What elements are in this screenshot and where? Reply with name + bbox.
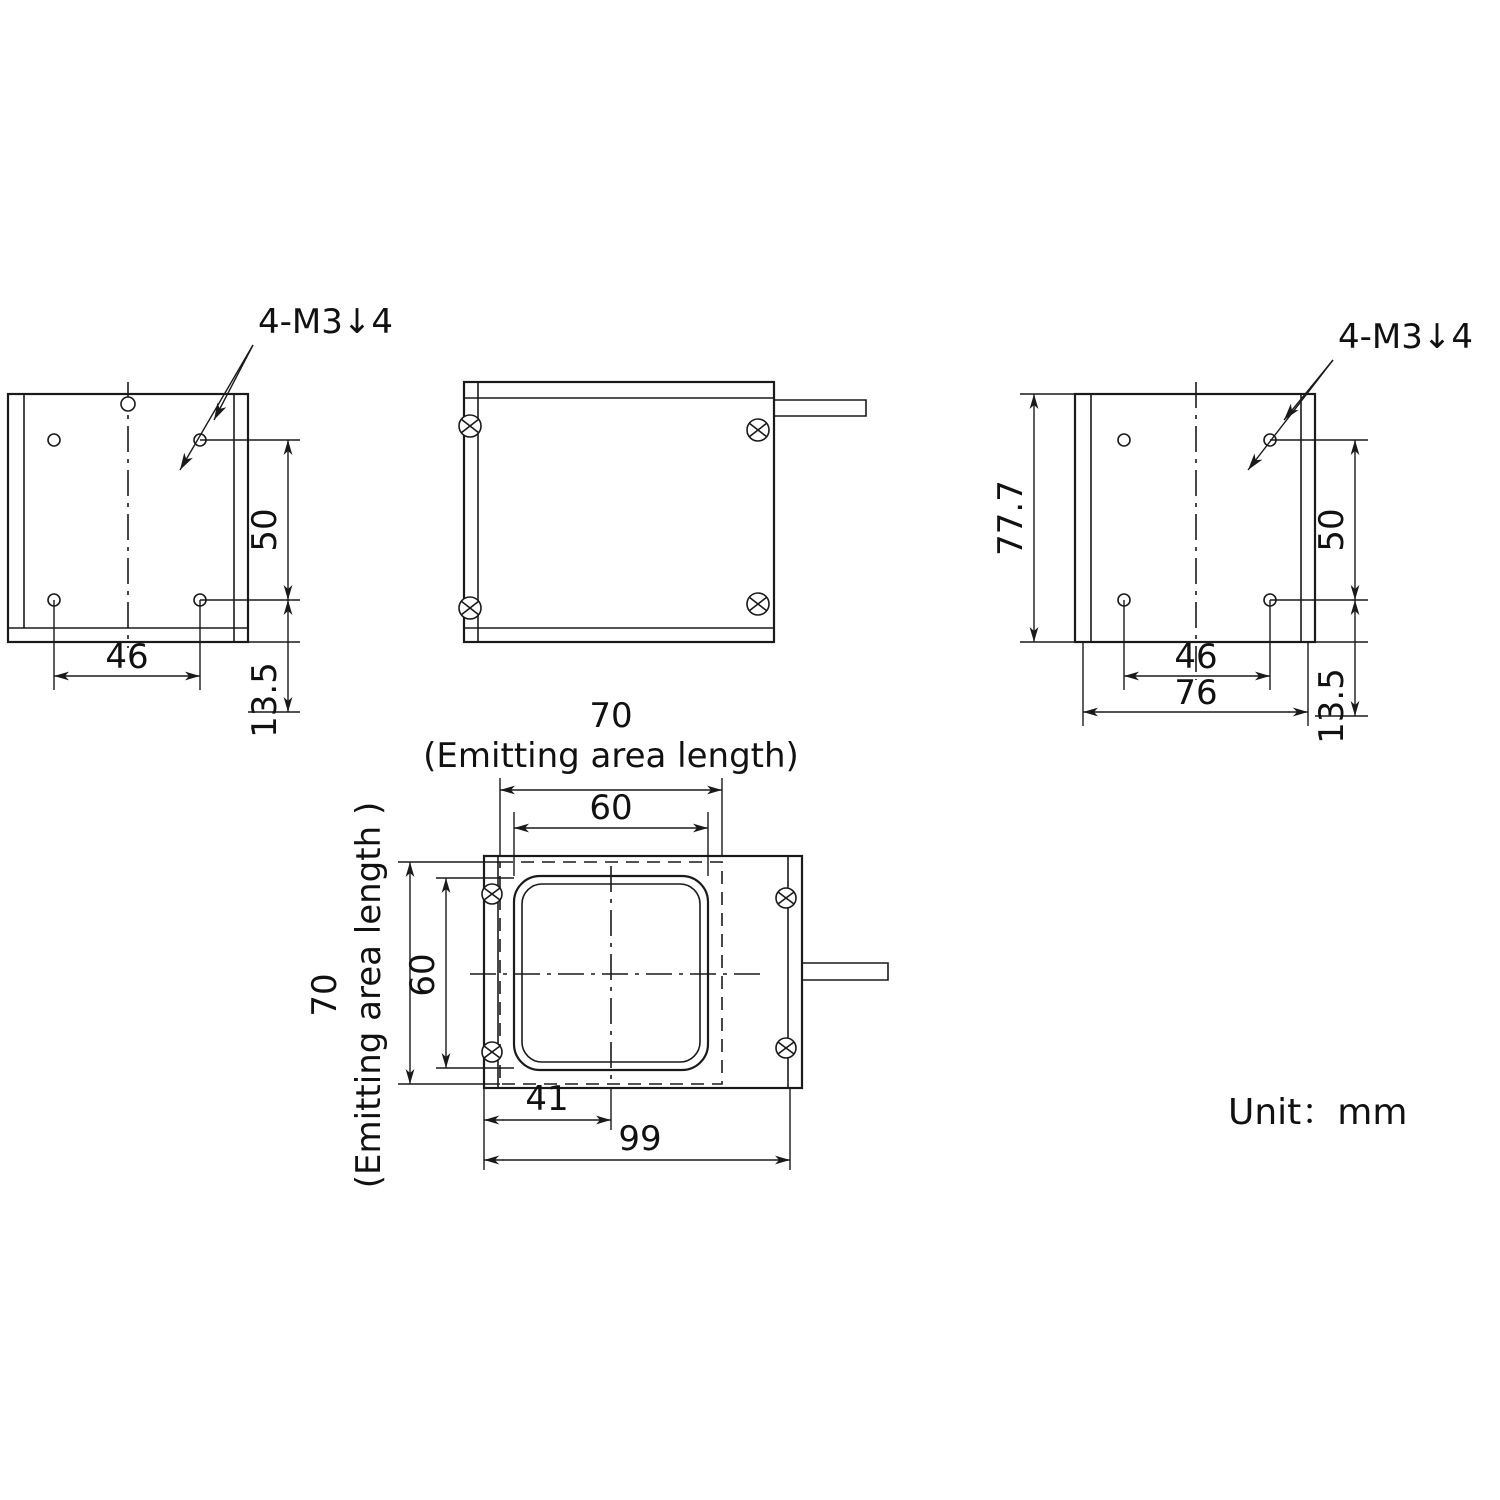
side-view-right	[991, 317, 1473, 744]
rear-view-body	[464, 382, 774, 642]
front-view-dim-60-h-label: 60	[589, 788, 633, 828]
right-view-dim-77-7-label: 77.7	[991, 480, 1031, 556]
left-view-top-hole	[121, 397, 135, 411]
rear-view-screw-br	[747, 593, 769, 615]
front-view-top-note: (Emitting area length)	[423, 736, 799, 776]
unit-note: Unit：mm	[1228, 1092, 1408, 1133]
left-view-dim-50-label: 50	[245, 508, 285, 552]
front-view-dim-70-v-label: 70	[305, 973, 345, 1017]
right-view-callout-label: 4-M3↓4	[1338, 317, 1473, 357]
rear-view-screw-bl	[459, 597, 481, 619]
left-view-dim-13-5-label: 13.5	[245, 662, 285, 738]
front-view-side-note: (Emitting area length )	[349, 801, 389, 1189]
front-view-screw-bl	[482, 1042, 502, 1062]
front-view-dim-60-v-label: 60	[403, 953, 443, 997]
front-view-dim-99-label: 99	[618, 1119, 662, 1159]
right-view-body	[1075, 394, 1315, 642]
front-view-screw-tl	[482, 884, 502, 904]
right-view-dim-50-label: 50	[1312, 508, 1352, 552]
right-view-dim-76-label: 76	[1174, 673, 1218, 713]
rear-view-cable	[774, 400, 866, 416]
right-view-dim-46-label: 46	[1174, 637, 1218, 677]
left-view-dim-46-label: 46	[105, 637, 149, 677]
front-view	[305, 696, 888, 1188]
front-view-cable	[802, 963, 888, 980]
rear-view	[459, 382, 866, 642]
side-view-left	[8, 302, 393, 738]
right-view-dim-13-5-label: 13.5	[1312, 668, 1352, 744]
front-view-screw-br	[776, 1038, 796, 1058]
right-view-hole-tl	[1118, 434, 1130, 446]
rear-view-screw-tl	[459, 415, 481, 437]
front-view-dim-70-h-label: 70	[589, 696, 633, 736]
front-view-screw-tr	[776, 888, 796, 908]
rear-view-screw-tr	[747, 419, 769, 441]
left-view-callout-label: 4-M3↓4	[258, 302, 393, 342]
left-view-hole-tl	[48, 434, 60, 446]
front-view-dim-41-label: 41	[525, 1079, 569, 1119]
